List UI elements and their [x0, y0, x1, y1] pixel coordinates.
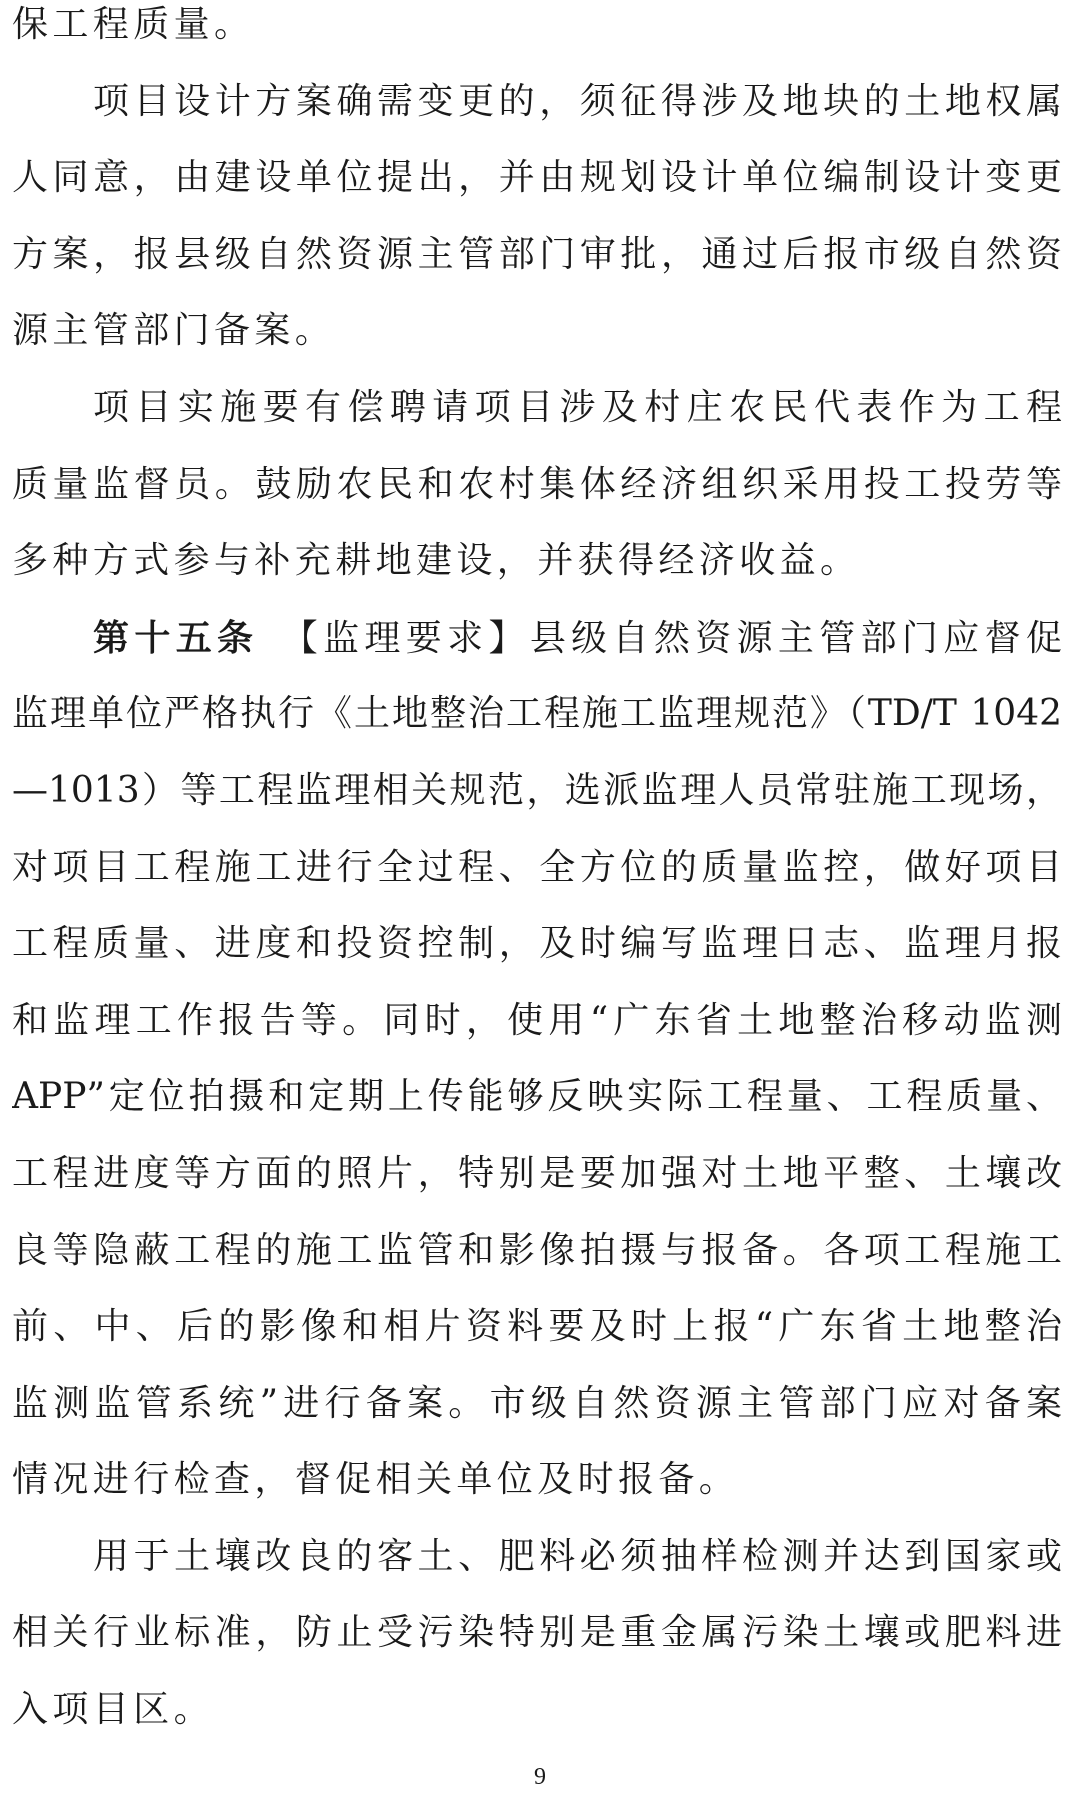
document-body: [12, 0, 1062, 1749]
text-line: 人同意，由建设单位提出，并由规划设计单位编制设计变更: [12, 157, 1062, 199]
text-line: 多种方式参与补充耕地建设，并获得经济收益。: [12, 540, 861, 582]
text-line: 良等隐蔽工程的施工监管和影像拍摄与报备。各项工程施工: [12, 1229, 1062, 1271]
paragraph-article-15: [12, 600, 1062, 1519]
text-line: APP”定位拍摄和定期上传能够反映实际工程量、工程质量、: [12, 1076, 1062, 1118]
page-number: 9: [534, 1764, 546, 1790]
text-line: 用于土壤改良的客土、肥料必须抽样检测并达到国家或: [93, 1535, 1062, 1577]
text-line: 项目实施要有偿聘请项目涉及村庄农民代表作为工程: [93, 386, 1062, 428]
text-line: 入项目区。: [12, 1689, 215, 1731]
text-line: 项目设计方案确需变更的，须征得涉及地块的土地权属: [93, 80, 1062, 122]
text-line: 监理单位严格执行《土地整治工程施工监理规范》（TD/T 1042: [12, 693, 1062, 735]
paragraph: [12, 0, 1062, 64]
text-line: 前、中、后的影像和相片资料要及时上报“广东省土地整治: [12, 1306, 1062, 1348]
text-line: 情况进行检查，督促相关单位及时报备。: [12, 1459, 740, 1501]
text-line: 保工程质量。: [12, 4, 255, 45]
article-label: 第十五条: [93, 616, 259, 659]
text-line: 监测监管系统”进行备案。市级自然资源主管部门应对备案: [12, 1382, 1062, 1424]
text-line: 方案，报县级自然资源主管部门审批，通过后报市级自然资: [12, 233, 1062, 275]
paragraph: [12, 1519, 1062, 1749]
text-line: 工程进度等方面的照片，特别是要加强对土地平整、土壤改: [12, 1152, 1062, 1194]
text-line: 和监理工作报告等。同时，使用“广东省土地整治移动监测: [12, 999, 1062, 1041]
text-line: 相关行业标准，防止受污染特别是重金属污染土壤或肥料进: [12, 1612, 1062, 1654]
text-line: 工程质量、进度和投资控制，及时编写监理日志、监理月报: [12, 923, 1062, 965]
text-line: 源主管部门备案。: [12, 310, 336, 352]
text-line: —1013）等工程监理相关规范，选派监理人员常驻施工现场，: [12, 769, 1062, 811]
text-line: [12, 600, 1062, 677]
paragraph: [12, 64, 1062, 370]
text-line: 质量监督员。鼓励农民和农村集体经济组织采用投工投劳等: [12, 463, 1062, 505]
paragraph: [12, 370, 1062, 600]
article-heading-text: 【监理要求】县级自然资源主管部门应督促: [258, 617, 1062, 659]
text-line: 对项目工程施工进行全过程、全方位的质量监控，做好项目: [12, 846, 1062, 888]
